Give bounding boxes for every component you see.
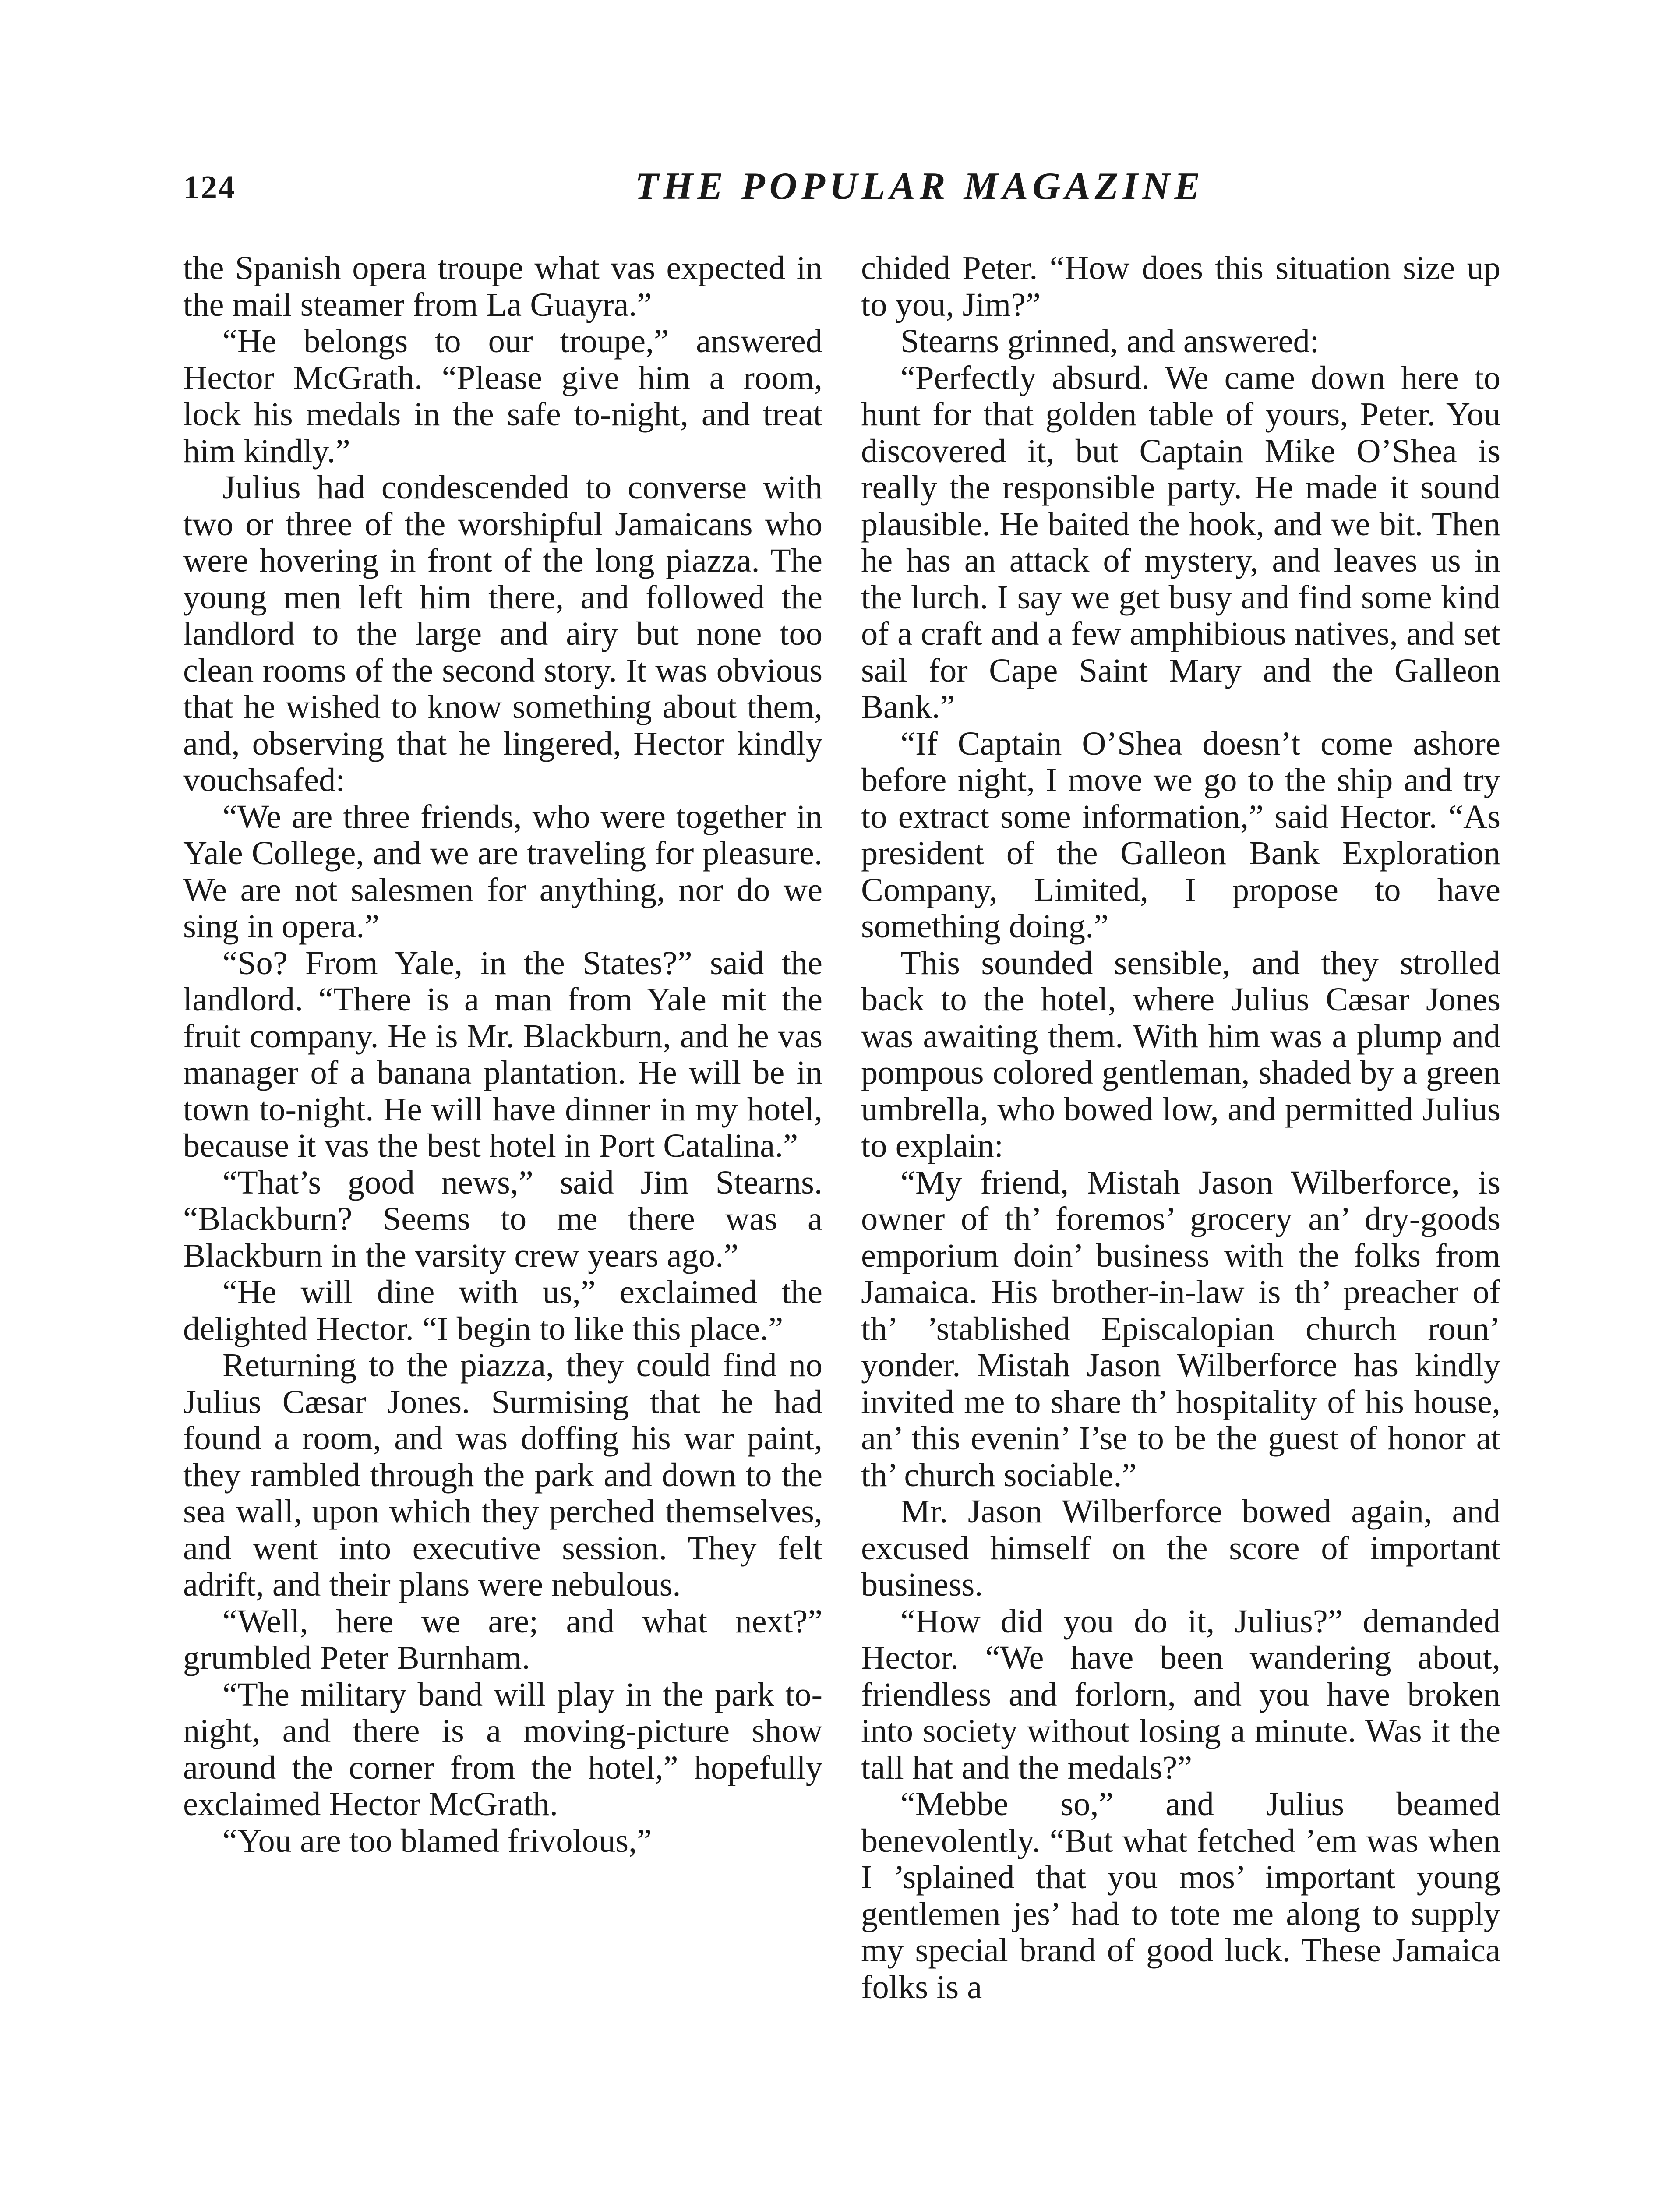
paragraph: “If Captain O’Shea doesn’t come ashore before night, I move we go to the ship and try to extract some information,” said Hector. “As president of the Galleon Bank Exploration Company, Limited, I propose to have something doing.”	[861, 724, 1500, 945]
paragraph: Returning to the piazza, they could find no Julius Cæsar Jones. Surmising that he had found a room, and was doffing his war paint, they rambled through the park and down to the sea wall, upon which they perched themselves, and went into executive session. They felt adrift, and their plans were nebulous.	[183, 1346, 822, 1603]
paragraph: chided Peter. “How does this situation size up to you, Jim?”	[861, 250, 1500, 323]
paragraph: “He belongs to our troupe,” answered Hector McGrath. “Please give him a room, lock his medals in the safe to-night, and treat him kindly.”	[183, 322, 822, 470]
paragraph: “Well, here we are; and what next?” grumbled Peter Burnham.	[183, 1602, 822, 1676]
paragraph: Julius had condescended to converse with two or three of the worshipful Jamaicans who were hovering in front of the long piazza. The young men left him there, and followed the landlord to the large and airy but none too clean rooms of the second story. It was obvious that he wished to know something about them, and, observing that he lingered, Hector kindly vouchsafed:	[183, 469, 822, 798]
paragraph: the Spanish opera troupe what vas expected in the mail steamer from La Guayra.”	[183, 250, 822, 323]
right-column	[861, 250, 1500, 2190]
left-column	[183, 250, 822, 2190]
paragraph: “That’s good news,” said Jim Stearns. “Blackburn? Seems to me there was a Blackburn in the varsity crew years ago.”	[183, 1163, 822, 1274]
paragraph: “Mebbe so,” and Julius beamed benevolently. “But what fetched ’em was when I ’splained that you mos’ important young gentlemen jes’ had to tote me along to supply my special brand of good luck. These Jamaica folks is a	[861, 1785, 1500, 2006]
running-head: THE POPULAR MAGAZINE	[635, 165, 1205, 208]
paragraph: “My friend, Mistah Jason Wilberforce, is owner of th’ foremos’ grocery an’ dry-goods emporium doin’ business with the folks from Jamaica. His brother-in-law is th’ preacher of th’ ’stablished Episcalopian church roun’ yonder. Mistah Jason Wilberforce has kindly invited me to share th’ hospitality of his house, an’ this evenin’ I’se to be the guest of honor at th’ church sociable.”	[861, 1163, 1500, 1494]
paragraph: Mr. Jason Wilberforce bowed again, and excused himself on the score of important business.	[861, 1493, 1500, 1603]
paragraph: “Perfectly absurd. We came down here to hunt for that golden table of yours, Peter. You discovered it, but Captain Mike O’Shea is really the responsible party. He made it sound plausible. He baited the hook, and we bit. Then he has an attack of mystery, and leaves us in the lurch. I say we get busy and find some kind of a craft and a few amphibious natives, and set sail for Cape Saint Mary and the Galleon Bank.”	[861, 359, 1500, 725]
paragraph: This sounded sensible, and they strolled back to the hotel, where Julius Cæsar Jones was awaiting them. With him was a plump and pompous colored gentleman, shaded by a green umbrella, who bowed low, and permitted Julius to explain:	[861, 944, 1500, 1164]
page-number: 124	[183, 169, 236, 206]
paragraph: “You are too blamed frivolous,”	[222, 1822, 652, 1859]
paragraph: “How did you do it, Julius?” demanded Hector. “We have been wandering about, friendless and forlorn, and you have broken into society without losing a minute. Was it the tall hat and the medals?”	[861, 1602, 1500, 1786]
paragraph: “We are three friends, who were together in Yale College, and we are traveling for pleasure. We are not salesmen for anything, nor do we sing in opera.”	[183, 798, 822, 945]
paragraph: “The military band will play in the park to-night, and there is a moving-picture show around the corner from the hotel,” hopefully exclaimed Hector McGrath.	[183, 1675, 822, 1823]
paragraph: Stearns grinned, and answered:	[900, 322, 1319, 360]
paragraph: “So? From Yale, in the States?” said the landlord. “There is a man from Yale mit the fruit company. He is Mr. Blackburn, and he vas manager of a banana plantation. He will be in town to-night. He will have dinner in my hotel, because it vas the best hotel in Port Catalina.”	[183, 944, 822, 1164]
paragraph: “He will dine with us,” exclaimed the delighted Hector. “I begin to like this place.”	[183, 1273, 822, 1347]
